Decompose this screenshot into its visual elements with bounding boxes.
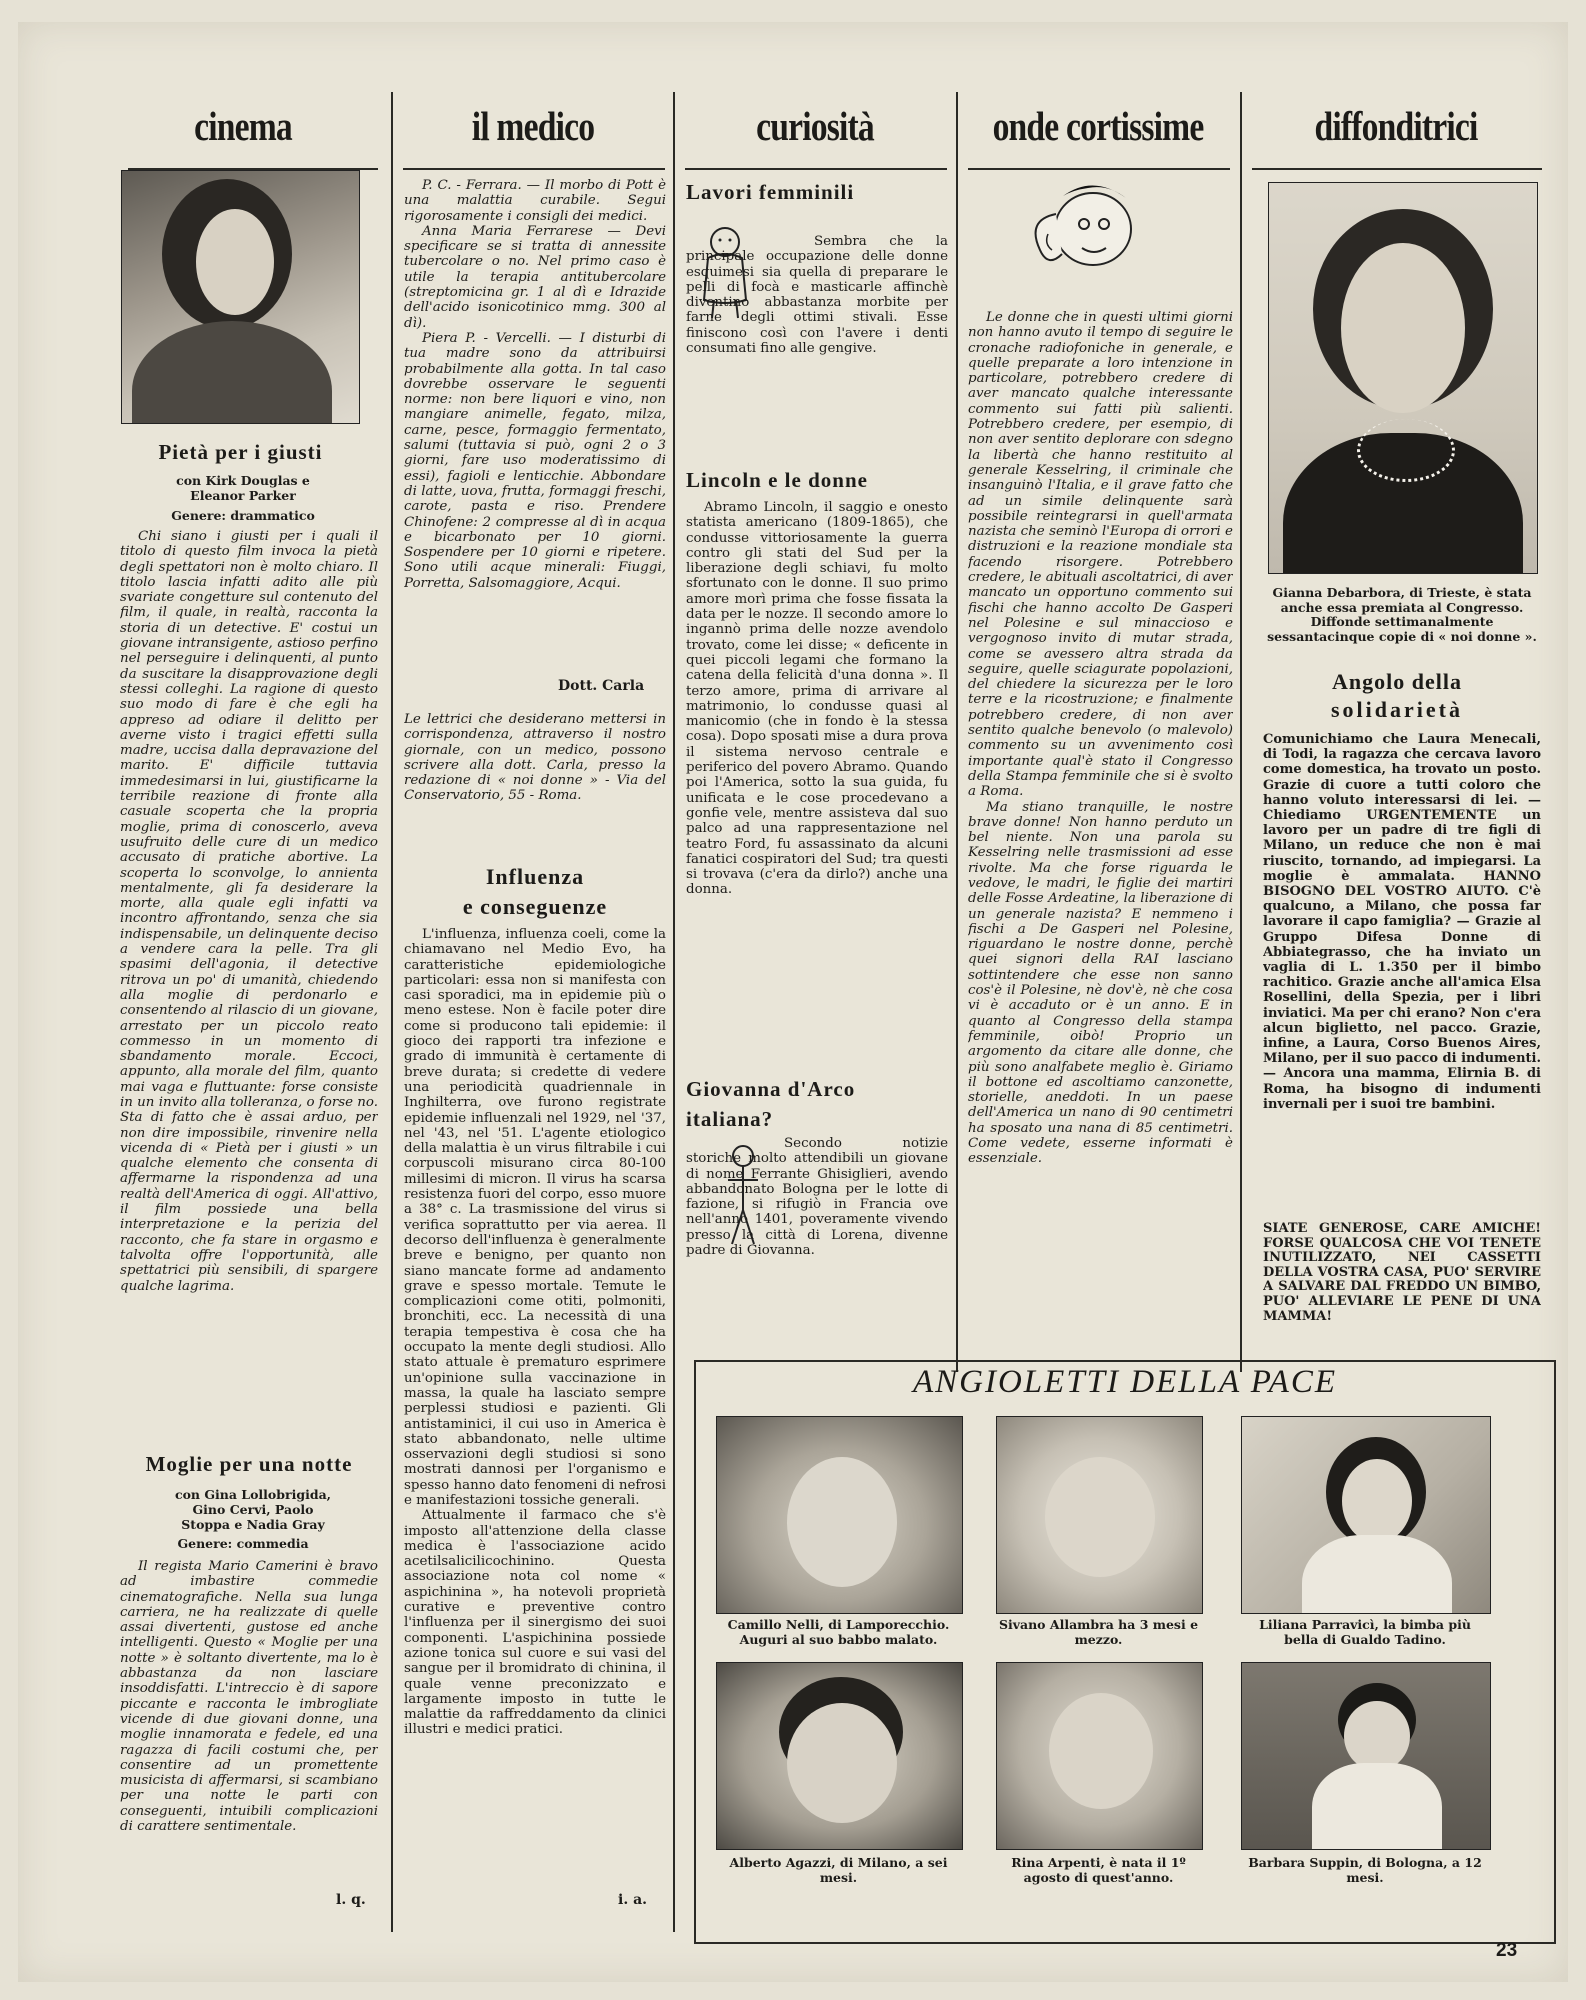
solidarieta-subtitle: solidarietà — [1331, 697, 1463, 722]
medico-signature: i. a. — [618, 1892, 648, 1908]
giovanna-text: Secondo notizie storiche molto attendibili un giovane di nome Ferrante Ghisiglieri, avendo abbandonato Bologna per le lotte di fazione, si rifugiò in Francia ove nell'anno 1401, poveramente vivendo presso la città di Lorena, divenne padre di Giovanna. — [686, 1136, 948, 1259]
flu-article — [404, 927, 666, 1887]
film1-cast: con Kirk Douglas e Eleanor Parker — [176, 473, 310, 503]
gianna-caption: Gianna Debarbora, di Trieste, è stata anche essa premiata al Congresso. Diffonde settimanalmente sessantacinque copie di « noi donne ». — [1267, 585, 1537, 644]
header-rule — [403, 168, 665, 170]
film1-review — [120, 529, 378, 1440]
baby-face — [787, 1703, 897, 1823]
film1-genre: Genere: drammatico — [171, 508, 315, 523]
giovanna-title: Giovanna d'Arco italiana? — [686, 1077, 856, 1131]
header-rule — [968, 168, 1230, 170]
magazine-page — [18, 22, 1568, 1982]
solidarieta-title: Angolo della — [1332, 669, 1462, 694]
onde-paragraph: Le donne che in questi ultimi giorni non hanno avuto il tempo di seguire le cronache radiofoniche in generale, e quelle preparate a loro intenzione in particolare, potrebbero credere di aver mancato qualche interessante commento sui fatti più salienti. Potrebbero credere, per esempio, di non aver sentito deplorare con sdegno la libertà che hanno restituito al generale Kesselring, il criminale che insanguinò l'Italia, e il grave fatto che ad un simile delinquente sarà possibile reintegrarsi in quell'armata nazista che seminò l'Europa di orrori e distruzioni e la reazione mondiale sta facendo risorgere. Potrebbero credere, le abituali ascoltatrici, di aver mancato un opportuno commento sui fischi che hanno accolto De Gasperi nel Polesine e sul minaccioso e vergognoso invito di mutar strada, come se avessero altra strada da seguire, quelle sciagurate popolazioni, del chiedere la sicurezza per le loro terre e la ricostruzione; e finalmente potrebbero credere, di non aver sentito qualche benevolo (o malevolo) commento su un avvenimento così importante qual'è stato il Congresso della Stampa femminile che si è svolto a Roma. — [968, 310, 1233, 800]
column-rule — [673, 92, 675, 1932]
column-rule — [956, 92, 958, 1372]
onde-paragraph: Ma stiano tranquille, le nostre brave donne! Non hanno perduto un bel niente. Non una parola su Kesselring nelle trasmissioni ad esse rivolte. Ma che forse riguarda le vedove, le madri, le figlie dei martiri delle Fosse Ardeatine, la liberazione di un generale nazista? E nemmeno i fischi a De Gasperi nel Polesine, riguardano le nostre donne, perchè quei signori della RAI lasciano sottintendere che esse non sanno cos'è il Polesine, nè dov'è, nè che cosa vi è accaduto or è un anno. E in quanto al Congresso della stampa femminile, oibò! Proprio un argomento da citare alle donne, che più sono analfabete meglio è. Giriamo il bottone ed ascoltiamo canzonette, storielle, aneddoti. In un paese dell'America un nano di 90 centimetri ha sposato una nana di 85 centimetri. Come vedete, esserne informati è essenziale. — [968, 799, 1233, 1167]
portrait-necklace — [1357, 419, 1455, 482]
header-rule — [1252, 168, 1542, 170]
baby-face — [1045, 1457, 1155, 1577]
film2-cast: con Gina Lollobrigida, Gino Cervi, Paolo Stoppa e Nadia Gray — [174, 1487, 332, 1532]
column-rule — [1240, 92, 1242, 1372]
baby-caption: Barbara Suppin, di Bologna, a 12 mesi. — [1248, 1855, 1482, 1885]
header-cinema: cinema — [194, 103, 292, 149]
baby-dress — [1302, 1535, 1452, 1614]
baby-face — [1342, 1459, 1412, 1543]
medico-letter: Anna Maria Ferrarese — Devi specificare se si tratta di annessite tubercolare o no. Nel primo caso è utile la terapia antitubercolare (streptomicina gr. 1 al dì e Idrazide dell'acido isonicotinico mmg. 300 al dì). — [404, 223, 666, 331]
film1-review-text: Chi siano i giusti per i quali il titolo di questo film invoca la pietà degli spettatori non è molto chiaro. Il titolo lascia infatti adito alle più svariate congetture sul contenuto del film, il quale, in realtà, racconta la storia di un detective. E' costui un giovane intransigente, astioso perfino nel perseguire i delinquenti, al punto da suscitare la disapprovazione degli stessi colleghi. La ragione di questo suo modo di fare è che egli ha appreso ad odiare il delitto per averne visto i tragici effetti sulla madre, uccisa dalla depravazione del marito. E' difficile tuttavia immedesimarsi in lui, giustificarne la terribile reazione di fronte alla casuale scoperta che la propria moglie, prima di conoscerlo, aveva usufruito delle cure di un medico accusato di pratiche abortive. La scoperta lo sconvolge, lo annienta mentalmente, gli fa desiderare la morte, alla quale egli infatti va incontro affrontando, senza che sia indispensabile, un delinquente deciso a vendere cara la pelle. Tra gli spasimi dell'agonia, il detective ritrova un po' di umanità, chiedendo alla moglie di perdonarlo e consentendo al rilascio di un giovane, arrestato per un piccolo reato commesso in un momento di sbandamento morale. Eccoci, appunto, alla morale del film, quanto mai vaga e fluttuante: forse consiste in un invito alla tolleranza, o forse no. Sta di fatto che è assai arduo, per non dire impossibile, rinvenire nella vicenda di « Pietà per i giusti » un qualche elemento che consenta di affermarne la rispondenza ad una realtà dell'America di oggi. All'attivo, il film possiede una bella interpretazione e la perizia del racconto, che fa stare in orgasmo e talvolta offre l'opportunità, alle spettatrici più sensibili, di spargere qualche lagrima. — [120, 529, 378, 1294]
film2-review-text: Il regista Mario Camerini è bravo ad imbastire commedie cinematografiche. Nella sua lunga carriera, ne ha realizzate di quelle assai divertenti, gustose ed anche intelligenti. Questo « Moglie per una notte » è soltanto divertente, ma lo è abbastanza da non lasciare insoddisfatti. L'intreccio è di sapore piccante e racconta le imbrogliate vicende di due giovani donne, una moglie innamorata e fedele, ed una ragazza di facili costumi che, per consentire ad un promettente musicista di affermarsi, si scambiano per una notte le parti con conseguenti, intuibili complicazioni di carattere sentimentale. — [120, 1559, 378, 1835]
lincoln-paragraph: Abramo Lincoln, il saggio e onesto statista americano (1809-1865), che condusse vittoriosamente la guerra contro gli stati del Sud per la liberazione degli schiavi, fu molto sfortunato con le donne. Il suo primo amore morì prima che fosse fissata la data per le nozze. Il secondo amore lo ingannò prima delle nozze avendolo trovato, come lei disse; « deficente in quei piccoli legami che formano la catena della felicità d'una donna ». Il terzo amore, prima di arrivare al matrimonio, lo condusse quasi al manicomio (che in fondo è la stessa cosa). Dopo sposati mise a dura prova il sistema nervoso centrale e periferico del povero Abramo. Quando poi l'America, sotto la sua guida, fu unificata e le cose procedevano a gonfie vele, mentre assisteva dal suo palco ad una rappresentazione nel teatro Ford, fu assassinato da alcuni fanatici cospiratori del Sud; tra questi si trovava (c'era da dirlo?) anche una donna. — [686, 500, 948, 898]
lincoln-title: Lincoln e le donne — [686, 468, 868, 492]
actress-face — [196, 209, 274, 315]
baby-photo — [1241, 1416, 1491, 1614]
gianna-debarbora-photo — [1268, 182, 1538, 574]
medico-letter: P. C. - Ferrara. — Il morbo di Pott è una malattia curabile. Segui rigorosamente i consigli dei medici. — [404, 178, 666, 224]
film2-title: Moglie per una notte — [145, 1452, 353, 1476]
cinema-signature: l. q. — [336, 1892, 366, 1908]
medico-letters — [404, 178, 666, 673]
flu-title: Influenza — [485, 864, 585, 889]
medico-doctor-signature: Dott. Carla — [558, 678, 645, 694]
lavori-title: Lavori femminili — [686, 180, 855, 204]
header-curiosita: curiosità — [756, 103, 874, 149]
header-rule — [685, 168, 947, 170]
film-still-photo — [121, 170, 360, 424]
solidarieta-text: Comunichiamo che Laura Menecali, di Todi, la ragazza che cercava lavoro come domestica, ha trovato un posto. Grazie di cuore a tutti coloro che hanno voluto interessarsi di lei. — Chiediamo URGENTEMENTE un lavoro per un padre di tre figli di Milano, un reduce che non è mai riuscito, tornando, ad impiegarsi. La moglie è ammalata. HANNO BISOGNO DEL VOSTRO AIUTO. C'è qualcuno, a Milano, che possa far lavorare il capo famiglia? — Grazie al Gruppo Difesa Donne di Abbiategrasso, che ha inviato un vaglia di L. 1.350 per il bimbo rachitico. Grazie anche all'amica Elsa Rosellini, della Spezia, per i libri inviatici. Ma per chi erano? Non c'era alcun biglietto, nel pacco. Grazie, infine, a Laura, Corso Buenos Aires, Milano, per il suo pacco di indumenti. — Ancora una mamma, Elirnia B. di Roma, ha bisogno di indumenti invernali per i suoi tre bambini. — [1263, 732, 1541, 1112]
baby-caption: Alberto Agazzi, di Milano, a sei mesi. — [729, 1855, 948, 1885]
actress-shoulder — [132, 321, 332, 424]
flu-paragraph: L'influenza, influenza coeli, come la chiamavano nel Medio Evo, ha caratteristiche epidemiologiche particolari: essa non si manifesta con casi sporadici, ma in epidemie più o meno estese. Non è facile poter dire come si producono tali epidemie: il gioco dei rapporti tra infezione e grado di immunità è certamente di breve durata; si credette di vedere una periodicità quadriennale in Inghilterra, ove furono registrate epidemie influenzali nel 1929, nel '37, nel '43, nel '51. L'agente etiologico della malattia è un virus filtrabile i cui corpuscoli misurano circa 80-100 millesimi di micron. Il virus ha scarsa resistenza fuori del corpo, esso muore a 38° c. La trasmissione del virus si verifica soprattutto per via aerea. Il decorso dell'influenza è generalmente breve e benigno, per quanto non siano mancate forme ad andamento grave e spesso mortale. Temute le complicazioni come otiti, polmoniti, bronchiti, ecc. La necessità di una terapia tempestiva è cosa che ha occupato la mente degli studiosi. Allo stato attuale è prematuro esprimere un'opinione sulla vaccinazione in massa, la quale ha lasciato sempre perplessi studiosi e pazienti. Gli antistaminici, il cui uso in America è stato abbandonato, nelle ultime osservazioni degli studiosi si sono mostrati dannosi per l'organismo e spesso hanno dato fenomeni di nefrosi e manifestazioni tossiche generali. — [404, 927, 666, 1508]
angioletti-box — [694, 1360, 1556, 1944]
baby-caption: Liliana Parravicì, la bimba più bella di Gualdo Tadino. — [1259, 1617, 1471, 1647]
header-medico: il medico — [471, 103, 595, 149]
baby-face — [1049, 1693, 1153, 1809]
lincoln-text — [686, 500, 948, 1095]
baby-body — [1312, 1763, 1442, 1850]
header-onde-cortissime: onde cortissime — [992, 103, 1204, 149]
baby-photo — [716, 1662, 963, 1850]
column-rule — [391, 92, 393, 1932]
onde-article — [968, 310, 1233, 1345]
solidarieta-appeal: SIATE GENEROSE, CARE AMICHE! FORSE QUALCOSA CHE VOI TENETE INUTILIZZATO, NEI CASSETTI DELLA VOSTRA CASA, PUO' SERVIRE A SALVARE DAL FREDDO UN BIMBO, PUO' ALLEVIARE LE PENE DI UNA MAMMA! — [1263, 1222, 1541, 1324]
flu-subtitle: e conseguenze — [462, 894, 608, 919]
baby-caption: Rina Arpenti, è nata il 1º agosto di quest'anno. — [1011, 1855, 1186, 1885]
baby-photo — [716, 1416, 963, 1614]
header-diffonditrici: diffonditrici — [1314, 103, 1478, 149]
page-number: 23 — [1496, 1940, 1518, 1961]
medico-notice: Le lettrici che desiderano mettersi in corrispondenza, attraverso il nostro giornale, con un medico, possono scrivere alla dott. Carla, presso la redazione di « noi donne » - Via del Conservatorio, 55 - Roma. — [404, 712, 666, 804]
baby-caption: Camillo Nelli, di Lamporecchio. Auguri al suo babbo malato. — [727, 1617, 950, 1647]
portrait-face — [1341, 243, 1465, 413]
film1-title: Pietà per i giusti — [158, 440, 323, 464]
angioletti-title: ANGIOLETTI DELLA PACE — [912, 1364, 1337, 1400]
film2-review — [120, 1559, 378, 1887]
baby-photo — [996, 1662, 1203, 1850]
flu-paragraph: Attualmente il farmaco che s'è imposto all'attenzione della classe medica è l'associazione acido acetilsalicilicochinino. Questa associazione nota col nome « aspichinina », ha notevoli proprietà curative e preventive contro l'influenza per il sinergismo dei suoi componenti. L'aspichinina possiede azione tonica sul cuore e sui vasi del sangue per il bromidrato di chinina, il quale venne preconizzato e largamente imposto in tutte le malattie da raffreddamento da clinici illustri e medici pratici. — [404, 1508, 666, 1738]
film2-genre: Genere: commedia — [177, 1536, 309, 1551]
baby-face — [1344, 1701, 1410, 1771]
baby-caption: Sivano Allambra ha 3 mesi e mezzo. — [998, 1617, 1199, 1647]
medico-letter: Piera P. - Vercelli. — I disturbi di tua madre sono da attribuirsi probabilmente alla gotta. In tal caso dovrebbe osservare le seguenti norme: non bere liquori e vino, non mangiare animelle, fegato, milza, carne, pesce, formaggio fermentato, salumi (tuttavia si può, ogni 2 o 3 giorni, fare uso moderatissimo di essi), fagioli e lenticchie. Abbondare di latte, uova, frutta, formaggi freschi, carote, pasta e riso. Prendere Chinofene: 2 compresse al dì in acqua e bicarbonato per 10 giorni. Sospendere per 10 giorni e ripetere. Sono utili acque minerali: Fiuggi, Porretta, Salsomaggiore, Acqui. — [404, 330, 666, 591]
baby-face — [787, 1457, 897, 1587]
cartoon-ear-illustration — [1018, 174, 1148, 294]
lavori-text: Sembra che la principale occupazione delle donne esquimesi sia quella di preparare le pelli di focà e masticarle affinchè diventino abbastanza morbite per farne degli ottimi stivali. Esse finiscono così con l'avere i denti consumati fino alle gengive. — [686, 234, 948, 357]
baby-photo — [1241, 1662, 1491, 1850]
baby-photo — [996, 1416, 1203, 1614]
